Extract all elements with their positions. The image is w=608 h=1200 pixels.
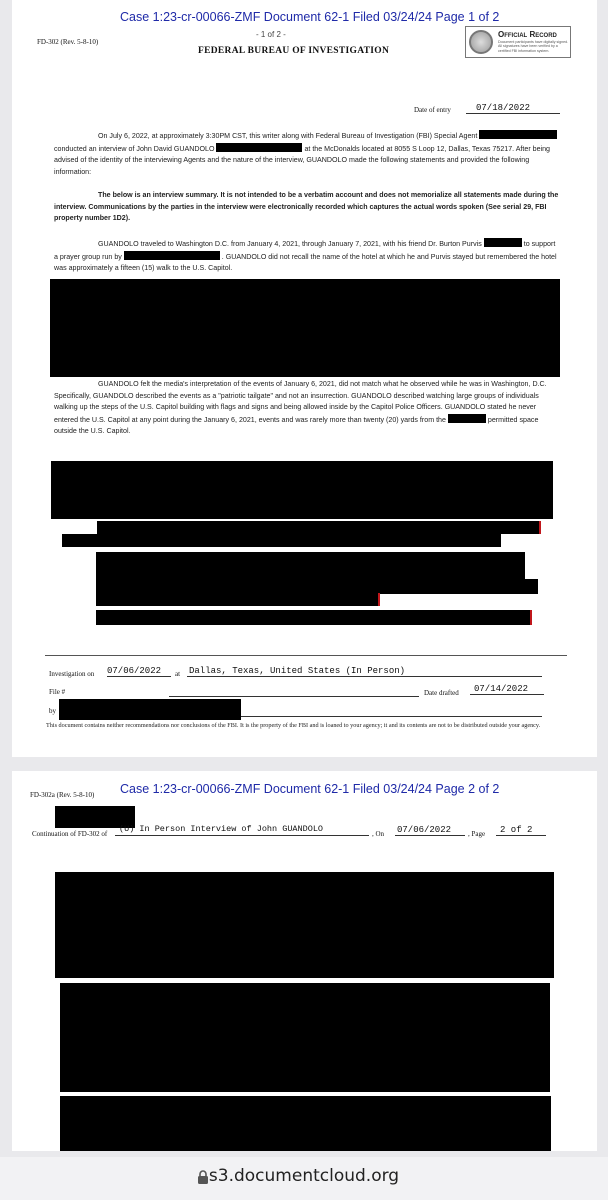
redaction-inline [479,130,557,139]
on-date: 07/06/2022 [395,825,465,836]
continuation-label: Continuation of FD-302 of [32,830,108,838]
redaction-block [51,461,553,519]
location-value: Dallas, Texas, United States (In Person) [187,666,542,677]
url-text[interactable]: s3.documentcloud.org [208,1166,400,1186]
case-header: Case 1:23-cr-00066-ZMF Document 62-1 Filed 03/24/24 Page 1 of 2 [120,10,500,24]
redaction-block [97,521,541,534]
at-label: at [175,670,181,678]
redaction-block [96,579,538,594]
page-value: 2 of 2 [496,825,546,836]
redaction-inline [448,414,486,423]
paragraph-travel: GUANDOLO traveled to Washington D.C. from January 4, 2021, through January 7, 2021, with his friend Dr. Burton Purvis to support a prayer group run by . GUANDOLO did not recall the name of the hotel at which he and Purvis stayed but remembered the hotel was approximately a fifteen (15) walk to the U.S. Capitol. [54,240,557,272]
document-page-1 [12,0,597,757]
page-number: - 1 of 2 - [256,30,286,39]
official-record-text: Document participants have digitally signed. All signatures have been verified by a certified FBI information system. [498,40,569,53]
file-number-field [169,696,419,697]
footer-divider [45,655,567,656]
official-record-stamp [465,26,571,58]
investigation-date: 07/06/2022 [107,666,171,677]
form-id: FD-302 (Rev. 5-8-10) [37,38,99,46]
file-label: File # [49,688,66,696]
continuation-title: (U) In Person Interview of John GUANDOLO [115,824,369,836]
disclaimer: This document contains neither recommendations nor conclusions of the FBI. It is the property of the FBI and is loaned to your agency; it and its contents are not to be distributed outside your agency. [46,722,541,729]
investigation-label: Investigation on [49,670,95,678]
redaction-block [96,593,380,606]
date-drafted-label: Date drafted [424,689,459,697]
by-field [241,716,542,717]
redaction-block [60,983,550,1092]
date-entry-value: 07/18/2022 [466,103,560,114]
redaction-block [96,552,525,579]
date-drafted-value: 07/14/2022 [470,684,544,695]
by-label: by [49,707,56,715]
redaction-inline [484,238,522,247]
redaction-block [60,1096,551,1151]
redaction-block [62,534,501,547]
paragraph-summary-note: The below is an interview summary. It is not intended to be a verbatim account and does not memorialize all statements made during the interview. Communications by the parties in the interview were electronically recorded which captures the actual words spoken (See serial 29, FBI property number 1D2). [54,191,559,222]
redaction-block [50,279,560,377]
case-header: Case 1:23-cr-00066-ZMF Document 62-1 Filed 03/24/24 Page 2 of 2 [120,782,500,796]
form-id: FD-302a (Rev. 5-8-10) [30,791,95,799]
official-record-title: Official Record [498,30,557,39]
redaction-block [59,699,241,720]
document-page-2 [12,771,597,1151]
redaction-inline [124,251,220,260]
fbi-seal-icon [469,30,493,54]
agency-title: FEDERAL BUREAU OF INVESTIGATION [198,46,390,56]
page-label: , Page [468,830,486,838]
on-label: , On [372,830,385,838]
redaction-inline [216,143,302,152]
redaction-block [96,610,532,625]
date-entry-label: Date of entry [414,106,451,114]
paragraph-observations: GUANDOLO felt the media's interpretation of the events of January 6, 2021, did not match what he observed while he was in Washington, D.C. Specifically, GUANDOLO described the events as a "patriotic tailgate" and not an insurrection. GUANDOLO described watching large groups of individuals walking up the steps of the U.S. Capitol building with flags and signs and being allowed inside by the Capitol Police Officers. GUANDOLO stated he never entered the U.S. Capitol at any point during the January 6, 2021, events and was rarely more than twenty (20) yards from the permitted space outside the U.S. Capitol. [54,380,547,435]
redaction-block [55,872,554,978]
paragraph-intro: On July 6, 2022, at approximately 3:30PM CST, this writer along with Federal Bureau of Investigation (FBI) Special Agent conducted an interview of John David GUANDOLO at the McDonalds located at 8055 S Loop 12, Dallas, Texas 75217. After being advised of the identity of the interviewing Agents and the nature of the interview, GUANDOLO made the following statements and provided the following information: [54,130,560,178]
